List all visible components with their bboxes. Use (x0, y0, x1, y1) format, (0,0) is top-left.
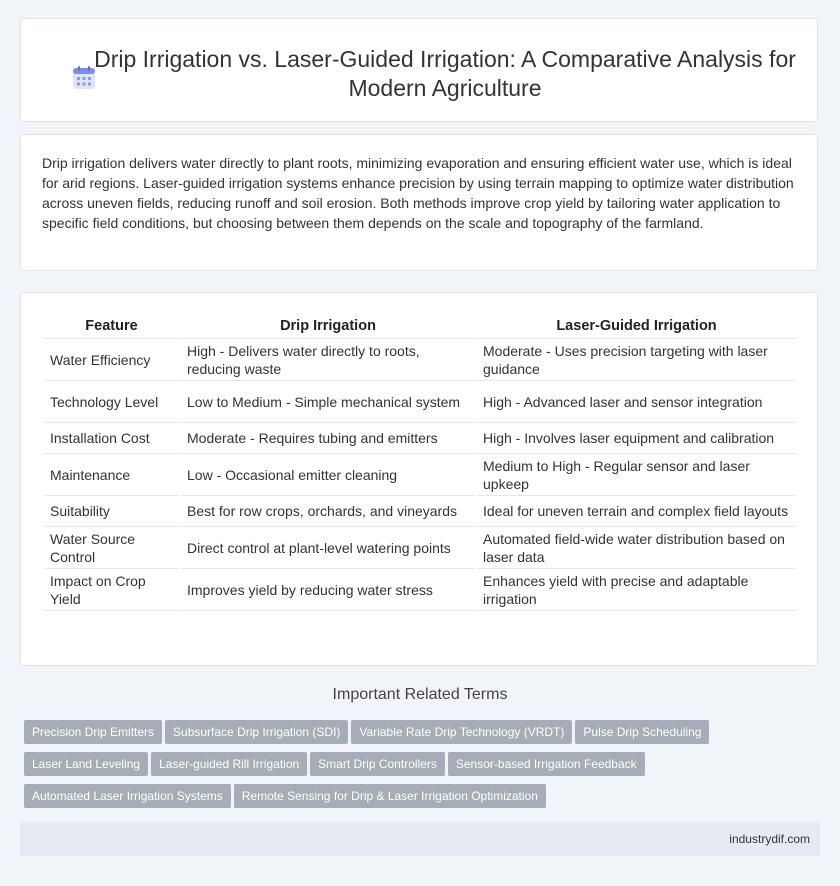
table-cell: Moderate - Uses precision targeting with laser guidance (477, 339, 796, 381)
table-row (44, 423, 796, 454)
related-terms-row (24, 752, 814, 776)
table-cell: Best for row crops, orchards, and vineyards (181, 496, 475, 527)
related-term-tag[interactable]: Variable Rate Drip Technology (VRDT) (351, 720, 572, 744)
column-header-laser: Laser-Guided Irrigation (477, 314, 796, 339)
related-term-tag[interactable]: Remote Sensing for Drip & Laser Irrigation Optimization (234, 784, 546, 808)
table-cell: Impact on Crop Yield (44, 569, 179, 611)
table-cell: Water Source Control (44, 527, 179, 569)
intro-paragraph: Drip irrigation delivers water directly to plant roots, minimizing evaporation and ensuring efficient water use, which is ideal for arid regions. Laser-guided irrigation systems enhance precision by using terrain mapping to optimize water distribution across uneven fields, reducing runoff and soil erosion. Both methods improve crop yield by tailoring water application to specific field conditions, but choosing between them depends on the scale and topography of the farmland. (42, 155, 794, 231)
table-row (44, 454, 796, 496)
table-cell: Suitability (44, 496, 179, 527)
table-cell: Automated field-wide water distribution based on laser data (477, 527, 796, 569)
table-cell: Low - Occasional emitter cleaning (181, 454, 475, 496)
table-row (44, 496, 796, 527)
table-cell: Enhances yield with precise and adaptable irrigation (477, 569, 796, 611)
table-row (44, 381, 796, 423)
table-cell: High - Advanced laser and sensor integration (477, 381, 796, 423)
related-terms-title: Important Related Terms (332, 686, 508, 703)
table-cell: Ideal for uneven terrain and complex field layouts (477, 496, 796, 527)
related-term-tag[interactable]: Pulse Drip Scheduling (575, 720, 709, 744)
table-cell: Low to Medium - Simple mechanical system (181, 381, 475, 423)
table-header-row (44, 314, 796, 339)
related-term-tag[interactable]: Automated Laser Irrigation Systems (24, 784, 231, 808)
table-cell: Improves yield by reducing water stress (181, 569, 475, 611)
related-terms-row (24, 720, 814, 744)
header-card (20, 18, 818, 122)
related-term-tag[interactable]: Sensor-based Irrigation Feedback (448, 752, 645, 776)
table-row (44, 569, 796, 611)
table-cell: Direct control at plant-level watering points (181, 527, 475, 569)
intro-card (20, 134, 818, 271)
page-title: Drip Irrigation vs. Laser-Guided Irrigation: A Comparative Analysis for Modern Agriculture (94, 46, 796, 101)
table-row (44, 339, 796, 381)
table-cell: Water Efficiency (44, 339, 179, 381)
related-term-tag[interactable]: Laser-guided Rill Irrigation (151, 752, 307, 776)
column-header-feature: Feature (44, 314, 179, 339)
related-term-tag[interactable]: Precision Drip Emitters (24, 720, 162, 744)
table-cell: Medium to High - Regular sensor and laser upkeep (477, 454, 796, 496)
table-row (44, 527, 796, 569)
table-cell: Technology Level (44, 381, 179, 423)
table-cell: Installation Cost (44, 423, 179, 454)
footer (20, 822, 820, 856)
related-terms-row (24, 784, 814, 808)
related-term-tag[interactable]: Laser Land Leveling (24, 752, 148, 776)
table-cell: Moderate - Requires tubing and emitters (181, 423, 475, 454)
table-cell: High - Involves laser equipment and calibration (477, 423, 796, 454)
table-cell: High - Delivers water directly to roots, reducing waste (181, 339, 475, 381)
related-term-tag[interactable]: Smart Drip Controllers (310, 752, 445, 776)
comparison-card (20, 292, 818, 666)
comparison-table (42, 314, 798, 611)
table-cell: Maintenance (44, 454, 179, 496)
footer-site-name: industrydif.com (729, 832, 810, 846)
related-term-tag[interactable]: Subsurface Drip Irrigation (SDI) (165, 720, 348, 744)
column-header-drip: Drip Irrigation (181, 314, 475, 339)
